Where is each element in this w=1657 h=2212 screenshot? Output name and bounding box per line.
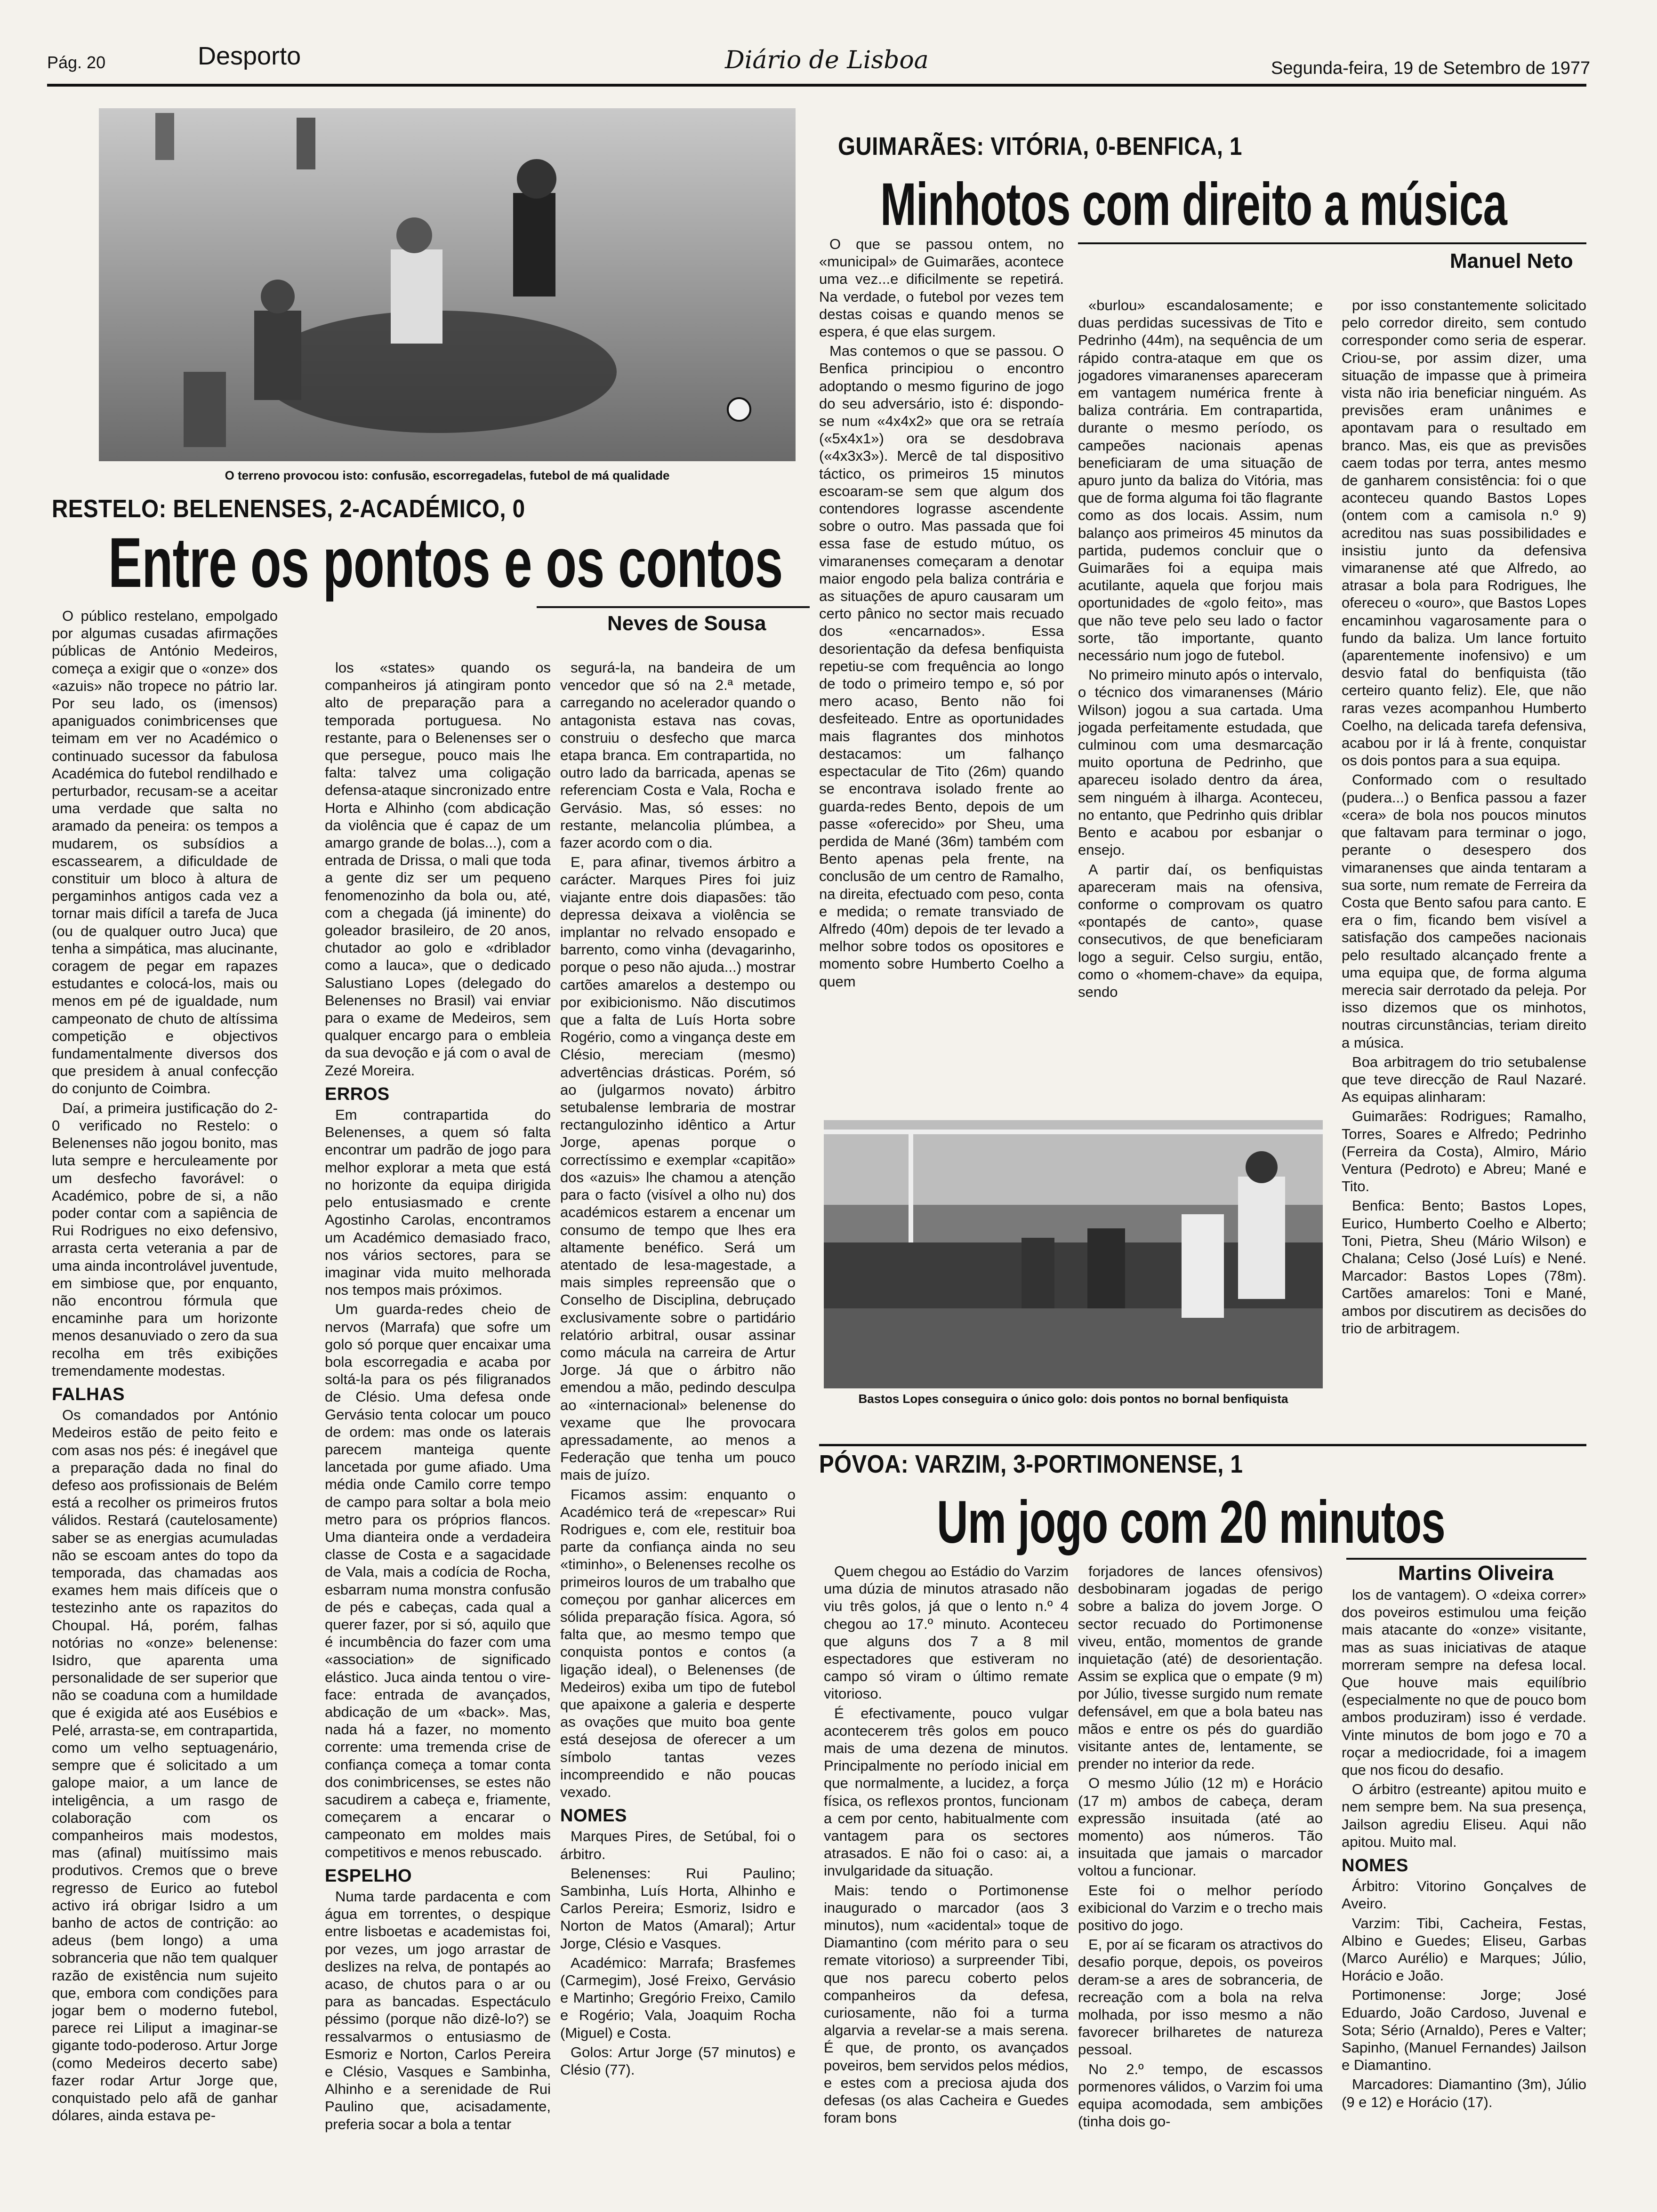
article3-column-2 — [1078, 1563, 1323, 2198]
article2-col3-p2: Conformado com o resultado (pudera...) o Benfica passou a fazer «cera» de bola nos poucos minutos que faltavam para terminar o jogo, perante o desespero dos vimaranenses que ainda tentaram a sua sorte, num remate de Ferreira da Costa que Bento safou para canto. E era o fim, ficando bem visível a satisfação dos campeões nacionais pelo resultado alcançado frente a uma equipa que, de forma alguma merecia sair derrotado da peleja. Por isso dizemos que os minhotos, noutras circunstâncias, teriam direito a música. — [1342, 771, 1586, 1051]
article1-col3-p6: Académico: Marrafa; Brasfemes (Carmegim), José Freixo, Gervásio e Martinho; Gregório Freixo, Camilo e Rogério; Vala, Joaquim Rocha (Miguel) e Costa. — [560, 1954, 796, 2041]
article1-col3-p1: segurá-la, na bandeira de um vencedor que só na 2.ª metade, carregando no acelerador quando o antagonista estava nas covas, construiu o desfecho que marca etapa branca. Em contrapartida, no outro lado da barricada, apenas se referenciam Costa e Vala, Rocha e Gervásio. Mas, só esses: no restante, melancolia plúmbea, a fazer acordo com o dia. — [560, 659, 796, 851]
article2-column-3 — [1342, 297, 1586, 1435]
match-photo-restelo — [99, 108, 796, 461]
article1-col3-p7: Golos: Artur Jorge (57 minutos) e Clésio (77). — [560, 2044, 796, 2078]
article1-kicker: RESTELO: BELENENSES, 2-ACADÉMICO, 0 — [52, 495, 525, 523]
article2-col3-p4: Guimarães: Rodrigues; Ramalho, Torres, Soares e Alfredo; Pedrinho (Ferreira da Costa), Almiro, Mário Ventura (Pedroto) e Abreu; Mané e Tito. — [1342, 1108, 1586, 1195]
article3-byline: Martins Oliveira — [1398, 1562, 1554, 1585]
article1-col2-p4: Numa tarde pardacenta e com água em torrentes, o despique entre lisboetas e academistas foi, por vezes, um jogo arrastar de deslizes na relva, de pontapés ao acaso, de chutos para o ar ou para as bancadas. Espectáculo péssimo (porque não dizê-lo?) se ressalvarmos o entusiasmo de Esmoriz e Norton, Carlos Pereira e Clésio, Vasques e Sambinha, Alhinho e a serenidade de Rui Paulino que, acisadamente, preferia socar a bola a tentar — [325, 1888, 551, 2132]
article3-kicker: PÓVOA: VARZIM, 3-PORTIMONENSE, 1 — [819, 1450, 1243, 1478]
article2-column-2 — [1078, 297, 1323, 1092]
article3-col3-p3: Árbitro: Vitorino Gonçalves de Aveiro. — [1342, 1878, 1586, 1912]
article3-top-rule — [819, 1444, 1586, 1446]
article1-byline-rule — [537, 606, 810, 608]
issue-date: Segunda-feira, 19 de Setembro de 1977 — [1271, 58, 1591, 78]
article2-col2-p3: A partir daí, os benfiquistas apareceram mais na ofensiva, conforme o comprovam os quatro «pontapés de canto», quase consecutivos, de que beneficiaram logo a seguir. Celso surgiu, então, como o «homem-chave» da equipa, sendo — [1078, 861, 1323, 1000]
article2-col3-p1: por isso constantemente solicitado pelo corredor direito, sem contudo corresponder como seria de esperar. Criou-se, por assim dizer, uma situação de impasse que à primeira vista não iria beneficiar ninguém. As previsões eram unânimes e apontavam para o resultado em branco. Mas, eis que as previsões caem todas por terra, antes mesmo de ganharem consistência: foi o que aconteceu quando Bastos Lopes (ontem com a camisola n.º 9) acreditou nas suas possibilidades e insistiu junto da defensiva vimaranense até que Alfredo, ao atrasar a bola para Rodrigues, lhe ofereceu o «ouro», que Bastos Lopes encaminhou vagarosamente para o fundo da baliza. Um lance fortuito (aparentemente inofensivo) e um desvio fatal do benfiquista (tão certeiro quanto feliz). Ele, que não raras vezes acompanhou Humberto Coelho, na delicada tarefa defensiva, acabou por ir lá à frente, conquistar os dois pontos para a sua equipa. — [1342, 297, 1586, 769]
article2-kicker: GUIMARÃES: VITÓRIA, 0-BENFICA, 1 — [838, 132, 1242, 160]
article1-col2-p2: Em contrapartida do Belenenses, a quem só falta encontrar um padrão de jogo para melhor explorar a meta que está no horizonte da equipa dirigida pelo entusiasmado e crente Agostinho Carolas, encontramos um Académico demasiado fraco, nos vários sectores, para se imaginar vida muito melhorada nos tempos mais próximos. — [325, 1106, 551, 1298]
article1-col3-p5: Belenenses: Rui Paulino; Sambinha, Luís Horta, Alhinho e Carlos Pereira; Esmoriz, Isidro e Norton de Matos (Amaral); Artur Jorge, Clésio e Vasques. — [560, 1865, 796, 1952]
page-number: Pág. 20 — [47, 53, 106, 72]
article3-col2-p2: O mesmo Júlio (12 m) e Horácio (17 m) ambos de cabeça, deram expressão insuitada (até ao momento) aos números. Tão insuitada que jamais o marcador voltou a funcionar. — [1078, 1775, 1323, 1879]
article1-col1-p2: Daí, a primeira justificação do 2-0 verificado no Restelo: o Belenenses não jogou bonito, mas luta sempre e herculeamente por um desfecho favorável: o Académico, pobre de si, a não poder contar com a sapiência de Rui Rodrigues no eixo defensivo, arrasta certa veterania a par de uma ainda incontrolável juventude, em simbiose que, por enquanto, não encontrou fórmula que encaminhe para um horizonte menos desanuviado o zero da sua recolha em três exibições tremendamente modestas. — [52, 1099, 278, 1379]
article3-col3-p4: Varzim: Tibi, Cacheira, Festas, Albino e Guedes; Eliseu, Garbas (Marco Aurélio) e Marques; Júlio, Horácio e João. — [1342, 1915, 1586, 1984]
article2-col1-p2: Mas contemos o que se passou. O Benfica principiou o encontro adoptando o mesmo figurino de jogo do seu adversário, isto é: dispondo-se num «4x4x2» que ora se retraía («5x4x1») ora se desdobrava («4x3x3»). Mercê de tal dispositivo táctico, os primeiros 15 minutos escoaram-se sem que algum dos contendores lograsse ascendente sobre o outro. Mas passada que foi essa fase de estudo mútuo, os vimaranenses começaram a denotar maior engodo pela baliza contrária e as situações de apuro causaram um certo pânico no sector mais recuado dos «encarnados». Essa desorientação da defesa benfiquista repetiu-se com frequência ao longo de todo o primeiro tempo e, só por mero acaso, Bento não foi desfeiteado. Entre as oportunidades mais flagrantes dos minhotos destacamos: um falhanço espectacular de Tito (26m) quando se encontrava isolado frente ao guarda-redes Bento, depois de um passe «oferecido» por Sheu, uma perdida de Mané (36m) também com Bento apenas pela frente, na conclusão de um centro de Ramalho, na direita, efectuado com peso, conta e medida; o remate transviado de Alfredo (40m) depois de ter levado a melhor sobre todos os opositores e momento sobre Humberto Coelho a quem — [819, 343, 1064, 990]
article3-column-3 — [1342, 1586, 1586, 2198]
article1-column-2 — [325, 659, 551, 2198]
article3-col2-p1: forjadores de lances ofensivos) desbobinaram jogadas de perigo sobre a baliza do jovem Jorge. O sector recuado do Portimonense viveu, então, momentos de grande inquietação (até) de desorientação. Assim se explica que o empate (9 m) por Júlio, tivesse surgido num remate defensável, em que a bola bateu nas mãos e entre os pés do guardião visitante antes de, lentamente, se prender no interior da rede. — [1078, 1563, 1323, 1772]
article3-headline: Um jogo com 20 minutos — [937, 1489, 1445, 1556]
article3-col2-p5: No 2.º tempo, de escassos pormenores válidos, o Varzim foi uma equipa acomodada, sem ambições (tinha dois go- — [1078, 2060, 1323, 2130]
article2-byline: Manuel Neto — [1450, 249, 1573, 272]
article1-headline: Entre os pontos e os contos — [108, 523, 783, 602]
subhead-nomes-1: NOMES — [560, 1806, 627, 1826]
article1-col2-p3: Um guarda-redes cheio de nervos (Marrafa) que sofre um golo só porque quer encaixar uma bola escorregadia e acaba por soltá-la para os pés filigranados de Clésio. Uma defesa onde Gervásio tenta colocar um pouco de ordem: mas onde os laterais parecem manteiga quente lancetada por gume afiado. Uma média onde Camilo corre tempo de campo para soltar a bola meio metro para os próprios flancos. Uma dianteira onde a verdadeira classe de Costa e a sagacidade de Vala, mais a codícia de Rocha, esbarram numa monstra confusão de pés e cabeças, cada qual a querer fazer, por si só, aquilo que é incumbência do fazer com uma «association» de significado elástico. Juca ainda tentou o vire-face: entrada de avançados, abdicação de um «back». Mas, nada há a fazer, no momento corrente: uma tremenda crise de confiança começa a tomar conta dos conimbricenses, se estes não sacudirem a cabeça e, friamente, começarem a encarar o campeonato em moldes mais competitivos e menos rebuscado. — [325, 1301, 551, 1860]
article1-col3-p4: Marques Pires, de Setúbal, foi o árbitro. — [560, 1828, 796, 1862]
article2-column-1 — [819, 235, 1064, 1111]
masthead-rule — [47, 84, 1586, 87]
photo2-caption: Bastos Lopes conseguira o único golo: dois pontos no bornal benfiquista — [858, 1392, 1288, 1406]
subhead-erros: ERROS — [325, 1084, 390, 1104]
article2-col3-p3: Boa arbitragem do trio setubalense que teve direcção de Raul Nazaré. As equipas alinharam: — [1342, 1053, 1586, 1106]
article1-column-3 — [560, 659, 796, 2198]
article2-headline: Minhotos com direito a música — [880, 171, 1507, 238]
article2-col2-p1: «burlou» escandalosamente; e duas perdidas sucessivas de Tito e Pedrinho (44m), na sequência de um rápido contra-ataque em que os jogadores vimaranenses apareceram em vantagem numérica frente à baliza contrária. Em contrapartida, durante o mesmo período, os campeões nacionais apenas beneficiaram de uma situação de apuro junto da baliza do Vitória, mas que de forma alguma foi tão flagrante como as dos locais. Assim, num balanço aos primeiros 45 minutos da partida, pudemos concluir que o Guimarães foi a equipa mais acutilante, aquela que forjou mais oportunidades de «golo feito», mas que não teve pelo seu lado o factor sorte, tão importante, quanto necessário num jogo de futebol. — [1078, 297, 1323, 664]
subhead-falhas: FALHAS — [52, 1384, 125, 1404]
article3-col2-p3: Este foi o melhor período exibicional do Varzim e o trecho mais positivo do jogo. — [1078, 1882, 1323, 1934]
subhead-espelho: ESPELHO — [325, 1866, 412, 1886]
article2-col2-p2: No primeiro minuto após o intervalo, o técnico dos vimaranenses (Mário Wilson) jogou a sua cartada. Uma jogada perfeitamente estudada, que culminou com uma desmarcação muito oportuna de Pedrinho, que apareceu isolado dentro da área, sem ninguém à ilharga. Aconteceu, no entanto, que Pedrinho quis driblar Bento e acabou por esbanjar o ensejo. — [1078, 666, 1323, 858]
photo1-caption: O terreno provocou isto: confusão, escorregadelas, futebol de má qualidade — [225, 468, 670, 482]
article1-col3-p2: E, para afinar, tivemos árbitro a carácter. Marques Pires foi juiz viajante entre dois diapasões: tão depressa deixava a violência se implantar no relvado ensopado e barrento, como vinha (devagarinho, porque o peso não ajuda...) mostrar cartões amarelos a destempo ou por exibicionismo. Não discutimos que a falta de Luís Horta sobre Rogério, como a vingança deste em Clésio, mereciam (mesmo) advertências drásticas. Porém, só ao (julgarmos novato) árbitro setubalense lembraria de mostrar rectangulozinho idêntico a Artur Jorge, apenas porque o correctíssimo e exemplar «capitão» dos «azuis» lhe chamou a atenção para o facto (visível a olho nu) dos académicos estarem a encenar um consumo de tempo que lhes era altamente benéfico. Será um atentado de lesa-magestade, a mais simples repreensão que o Conselho de Disciplina, debruçado exclusivamente sobre o partidário relatório arbitral, ousar assinar como mácula na carreira de Artur Jorge. Já que o árbitro não emendou a mão, pedindo desculpa ao «internacional» belenense do vexame que lhe provocara apressadamente, ao menos a Federação que tenha um pouco mais de juízo. — [560, 854, 796, 1483]
article1-col3-p3: Ficamos assim: enquanto o Académico terá de «repescar» Rui Rodrigues e, com ele, restituir boa parte da confiança ainda no seu «timinho», o Belenenses recolhe os primeiros louros de um trabalho que começou por ganhar alicerces em sólida preparação física. Agora, só falta que, ao mesmo tempo que conquista pontos e contos (a ligação ideal), o Belenenses (de Medeiros) exiba um tipo de futebol que apaixone a galeria e desperte as ovações que muito boa gente está desejosa de oferecer a um símbolo tantas vezes incompreendido e não poucas vexado. — [560, 1486, 796, 1800]
article1-column-1 — [52, 607, 278, 2198]
newspaper-name: Diário de Lisboa — [725, 46, 929, 74]
match-photo-guimaraes — [824, 1120, 1323, 1388]
subhead-nomes-2: NOMES — [1342, 1856, 1408, 1876]
article3-col3-p5: Portimonense: Jorge; José Eduardo, João Cardoso, Juvenal e Sota; Sério (Arnaldo), Peres e Valter; Sapinho, (Manuel Fernandes) Jailson e Diamantino. — [1342, 1987, 1586, 2074]
article2-col1-p1: O que se passou ontem, no «municipal» de Guimarães, acontece uma vez...e dificilmente se repetirá. Na verdade, o futebol por vezes tem destas coisas e quando menos se espera, é que elas surgem. — [819, 236, 1064, 340]
article3-col1-p2: É efectivamente, pouco vulgar acontecerem três golos em pouco mais de uma dezena de minutos. Principalmente no período inicial em que normalmente, a lucidez, a força física, os reflexos prontos, funcionam a cem por cento, habitualmente com vantagem para os sectores atrasados. E não foi o caso: ai, a invulgaridade da situação. — [824, 1705, 1069, 1879]
article3-col3-p1: los de vantagem). O «deixa correr» dos poveiros estimulou uma feição mais atacante do «onze» visitante, mas as suas iniciativas de ataque morreram sempre na defesa local. Que houve mais equilíbrio (especialmente no que de pouco bom ambos produziram) isso é verdade. Vinte minutos de bom jogo e 70 a roçar a mediocridade, foi a imagem que nos ficou do desafio. — [1342, 1587, 1586, 1779]
section-label: Desporto — [198, 42, 301, 70]
article3-col1-p1: Quem chegou ao Estádio do Varzim uma dúzia de minutos atrasado não viu três golos, já que o lento n.º 4 chegou ao 17.º minuto. Aconteceu que alguns dos 7 a 8 mil espectadores que estiveram no campo só viram o último remate vitorioso. — [824, 1563, 1069, 1702]
article3-col3-p6: Marcadores: Diamantino (3m), Júlio (9 e 12) e Horácio (17). — [1342, 2076, 1586, 2110]
article1-col1-p1: O público restelano, empolgado por algumas cusadas afirmações públicas de António Medeiros, começa a exigir que o «onze» dos «azuis» não tropece no pátrio lar. Por seu lado, os (imensos) apaniguados conimbricenses que teimam em ver no Académico o continuado sucessor da fabulosa Académica do futebol rendilhado e perturbador, recusam-se a aceitar uma verdade que salta no aramado da peneira: os tempos a mudarem, os subsídios a escassearem, a dificuldade de constituir um bloco à altura de pergaminhos antigos cada vez a tornar mais difícil a tarefa de Juca (ou de qualquer outro Juca) que tenha a simpática, mas alucinante, coragem de pegar em rapazes estudantes e colocá-los, mais ou menos em pé de igualdade, num campeonato de chuto de altíssima competição e objectivos fundamentalmente diversos dos que presidem à anual confecção do conjunto de Coimbra. — [52, 608, 278, 1097]
article3-column-1 — [824, 1563, 1069, 2198]
article3-col1-p3: Mais: tendo o Portimonense inaugurado o marcador (aos 3 minutos), num «acidental» toque de Diamantino (com mérito para o seu remate vitorioso) a surpreender Tibi, que nos parecu coberto pelos companheiros da defesa, curiosamente, não foi a turma algarvia a revelar-se a mais serena. É que, de pronto, os avançados poveiros, bem servidos pelos médios, e estes com a preciosa ajuda dos defesas (os alas Cacheira e Guedes foram bons — [824, 1882, 1069, 2126]
article3-col3-p2: O árbitro (estreante) apitou muito e nem sempre bem. Na sua presença, Jailson agrediu Eliseu. Aqui não apitou. Muito mal. — [1342, 1781, 1586, 1850]
article3-byline-rule — [1346, 1558, 1586, 1560]
article2-col3-p5: Benfica: Bento; Bastos Lopes, Eurico, Humberto Coelho e Alberto; Toni, Pietra, Sheu (Mário Wilson) e Chalana; Celso (José Luís) e Nené. Marcador: Bastos Lopes (78m). Cartões amarelos: Toni e Mané, ambos por discutirem as decisões do trio de arbitragem. — [1342, 1197, 1586, 1337]
article2-byline-rule — [1078, 242, 1586, 244]
article1-col2-p1: los «states» quando os companheiros já atingiram ponto alto de preparação para a temporada portuguesa. No restante, para o Belenenses ser o que persegue, pouco mais lhe falta: talvez uma coligação defensa-ataque sincronizado entre Horta e Alhinho (com abdicação da violência que é capaz de um amargo grande de bolas...), com a entrada de Drissa, o mali que toda a gente diz ser um pequeno fenomenozinho da bola ou, até, com a chegada (já iminente) do goleador brasileiro, de 20 anos, chutador ao golo e «driblador como a lauca», que o dedicado Salustiano Lopes (delegado do Belenenses no Brasil) vai enviar para o exame de Medeiros, sem qualquer encargo para o embleia da sua devoção e já com o aval de Zezé Moreira. — [325, 659, 551, 1079]
article1-col1-p3: Os comandados por António Medeiros estão de peito feito e com asas nos pés: é inegável que a preparação dada no final do defeso aos profissionais de Belém está a recolher os primeiros frutos válidos. Restará (cautelosamente) saber se as energias acumuladas não se escoam antes do topo da temporada, das chamadas aos exames hem mais difíceis que o testezinho ante os rapazitos do Choupal. Há, porém, falhas notórias no «onze» belenense: Isidro, que aparenta uma personalidade de ser superior que não se coaduna com a humildade que é exigida até aos Eusébios e Pelé, arrasta-se, em contrapartida, como um velho septuagenário, sempre que é solicitado a um galope maior, a um lance de inteligência, a um rasgo de colaboração com os companheiros mais modestos, mas (afinal) muitíssimo mais produtivos. Cremos que o breve regresso de Eurico ao futebol activo irá obrigar Isidro a um banho de actos de contrição: ao adeus (bem longo) a uma sobranceria que não tem qualquer razão de existência num sujeito que, embora com condições para jogar bem o moderno futebol, parece rei Liliput a imaginar-se gigante todo-poderoso. Artur Jorge (como Medeiros decerto sabe) fazer rodar Artur Jorge que, conquistado pelo afã de ganhar dólares, ainda estava pe- — [52, 1407, 278, 2124]
article3-col2-p4: E, por aí se ficaram os atractivos do desafio porque, depois, os poveiros deram-se a ares de sobranceria, de recreação com a bola na relva molhada, por isso mesmo a não favorecer brilharetes de natureza pessoal. — [1078, 1936, 1323, 2058]
article1-byline: Neves de Sousa — [607, 612, 766, 635]
